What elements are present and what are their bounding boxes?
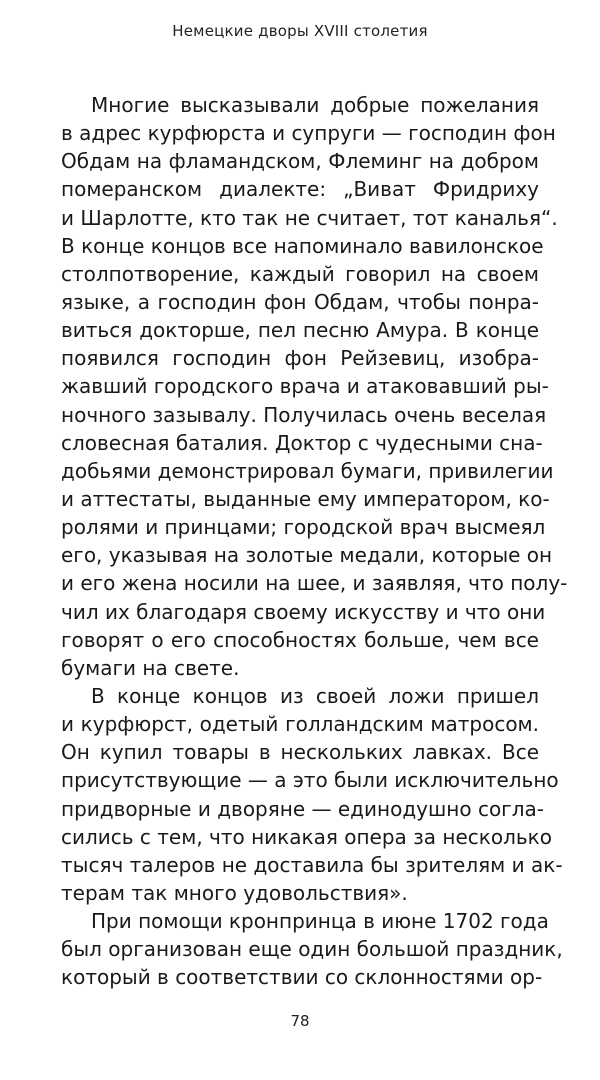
text-line: языке, а господин фон Обдам, чтобы понра- — [61, 289, 539, 314]
text-line: словесная баталия. Доктор с чудесными сна- — [61, 430, 543, 455]
text-line: ролями и принцами; городской врач высмеял — [61, 515, 546, 540]
paragraph — [61, 682, 563, 907]
text-line: ночного зазывалу. Получилась очень веселая — [61, 402, 547, 427]
text-line: сились с тем, что никакая опера за несколько — [61, 824, 552, 849]
text-line: чил их благодаря своему искусству и что они — [61, 599, 546, 624]
paragraph — [61, 91, 568, 682]
text-line: виться докторше, пел песню Амура. В конце — [61, 318, 539, 343]
text-line: столпотворение, каждый говорил на своем — [61, 261, 539, 286]
paragraph — [61, 907, 563, 991]
text-line: и Шарлотте, кто так не считает, тот каналья“. — [61, 205, 558, 230]
text-line: в адрес курфюрста и супруги — господин фон — [61, 121, 556, 146]
text-line: Многие высказывали добрые пожелания — [91, 93, 539, 117]
text-line: и аттестаты, выданные ему императором, ко- — [61, 486, 550, 511]
text-line: присутствующие — а это были исключительно — [61, 768, 559, 793]
text-line: При помощи кронпринца в июне 1702 года — [91, 909, 549, 934]
text-line: бумаги на свете. — [61, 655, 240, 680]
text-line: В конце концов из своей ложи пришел — [91, 683, 539, 708]
text-line: терам так много удовольствия». — [61, 880, 408, 905]
page-body — [61, 91, 568, 992]
text-line: и курфюрст, одетый голландским матросом. — [61, 712, 539, 737]
text-line: был организован еще один большой праздник, — [61, 937, 563, 962]
text-line: придворные и дворяне — единодушно согла- — [61, 796, 544, 821]
text-line: Он купил товары в нескольких лавках. Все — [61, 740, 539, 765]
text-line: жавший городского врача и атаковавший ры- — [61, 374, 549, 399]
page-number: 78 — [290, 1012, 310, 1030]
text-line: померанском диалекте: „Виват Фридриху — [61, 177, 539, 202]
text-line: появился господин фон Рейзевиц, изобра- — [61, 346, 539, 371]
text-line: тысяч талеров не доставила бы зрителям и ак- — [61, 852, 563, 877]
text-line: Обдам на фламандском, Флеминг на добром — [61, 149, 539, 174]
running-header: Немецкие дворы XVIII столетия — [172, 22, 428, 40]
text-line: говорят о его способностях больше, чем все — [61, 627, 539, 652]
text-line: который в соответствии со склонностями ор- — [61, 965, 543, 990]
text-line: добьями демонстрировал бумаги, привилегии — [61, 458, 554, 483]
text-line: и его жена носили на шее, и заявляя, что полу- — [61, 571, 568, 596]
text-line: В конце концов все напоминало вавилонское — [61, 233, 544, 258]
text-line: его, указывая на золотые медали, которые он — [61, 543, 553, 568]
